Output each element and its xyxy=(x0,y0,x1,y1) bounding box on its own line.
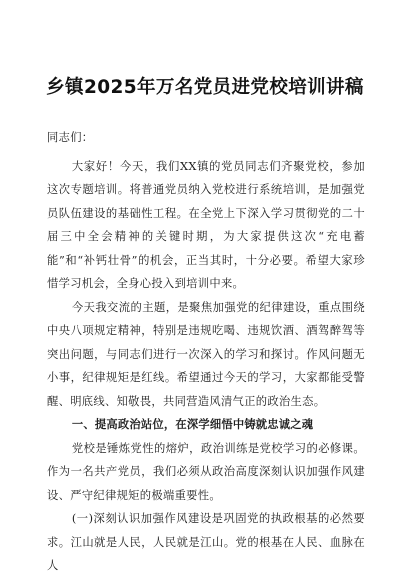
paragraph-party-school: 党校是锤炼党性的熔炉，政治训练是党校学习的必修课。作为一名共产党员，我们必须从政治高度深刻认识加强作风建设、严守纪律规矩的极端重要性。 xyxy=(47,441,365,502)
document-title: 乡镇2025年万名党员进党校培训讲稿 xyxy=(46,77,364,98)
paragraph-subsection-1: (一)深刻认识加强作风建设是巩固党的执政根基的必然要求。江山就是人民，人民就是江山。党的根基在人民、血脉在人 xyxy=(47,512,365,572)
document-body xyxy=(47,126,365,578)
salutation: 同志们： xyxy=(47,131,94,144)
paragraph-theme: 今天我交流的主题，是聚焦加强党的纪律建设，重点围绕中央八项规定精神，特别是违规吃喝、违规饮酒、酒驾醉驾等突出问题，与同志们进行一次深入的学习和探讨。作风问题无小事，纪律规矩是红线。希望通过今天的学习，大家都能受警醒、明底线、知敬畏，共同营造风清气正的政治生态。 xyxy=(47,300,365,408)
section-heading-1: 一、提高政治站位，在深学细悟中铸就忠诚之魂 xyxy=(71,418,314,431)
paragraph-opening: 大家好！今天，我们XX镇的党员同志们齐聚党校，参加这次专题培训。将普通党员纳入党校进行系统培训，是加强党员队伍建设的基础性工程。在全党上下深入学习贯彻党的二十届三中全会精神的关键时期，为大家提供这次“充电蓄能”和“补钙壮骨”的机会，正当其时，十分必要。希望大家珍惜学习机会，全身心投入到培训中来。 xyxy=(47,159,365,290)
